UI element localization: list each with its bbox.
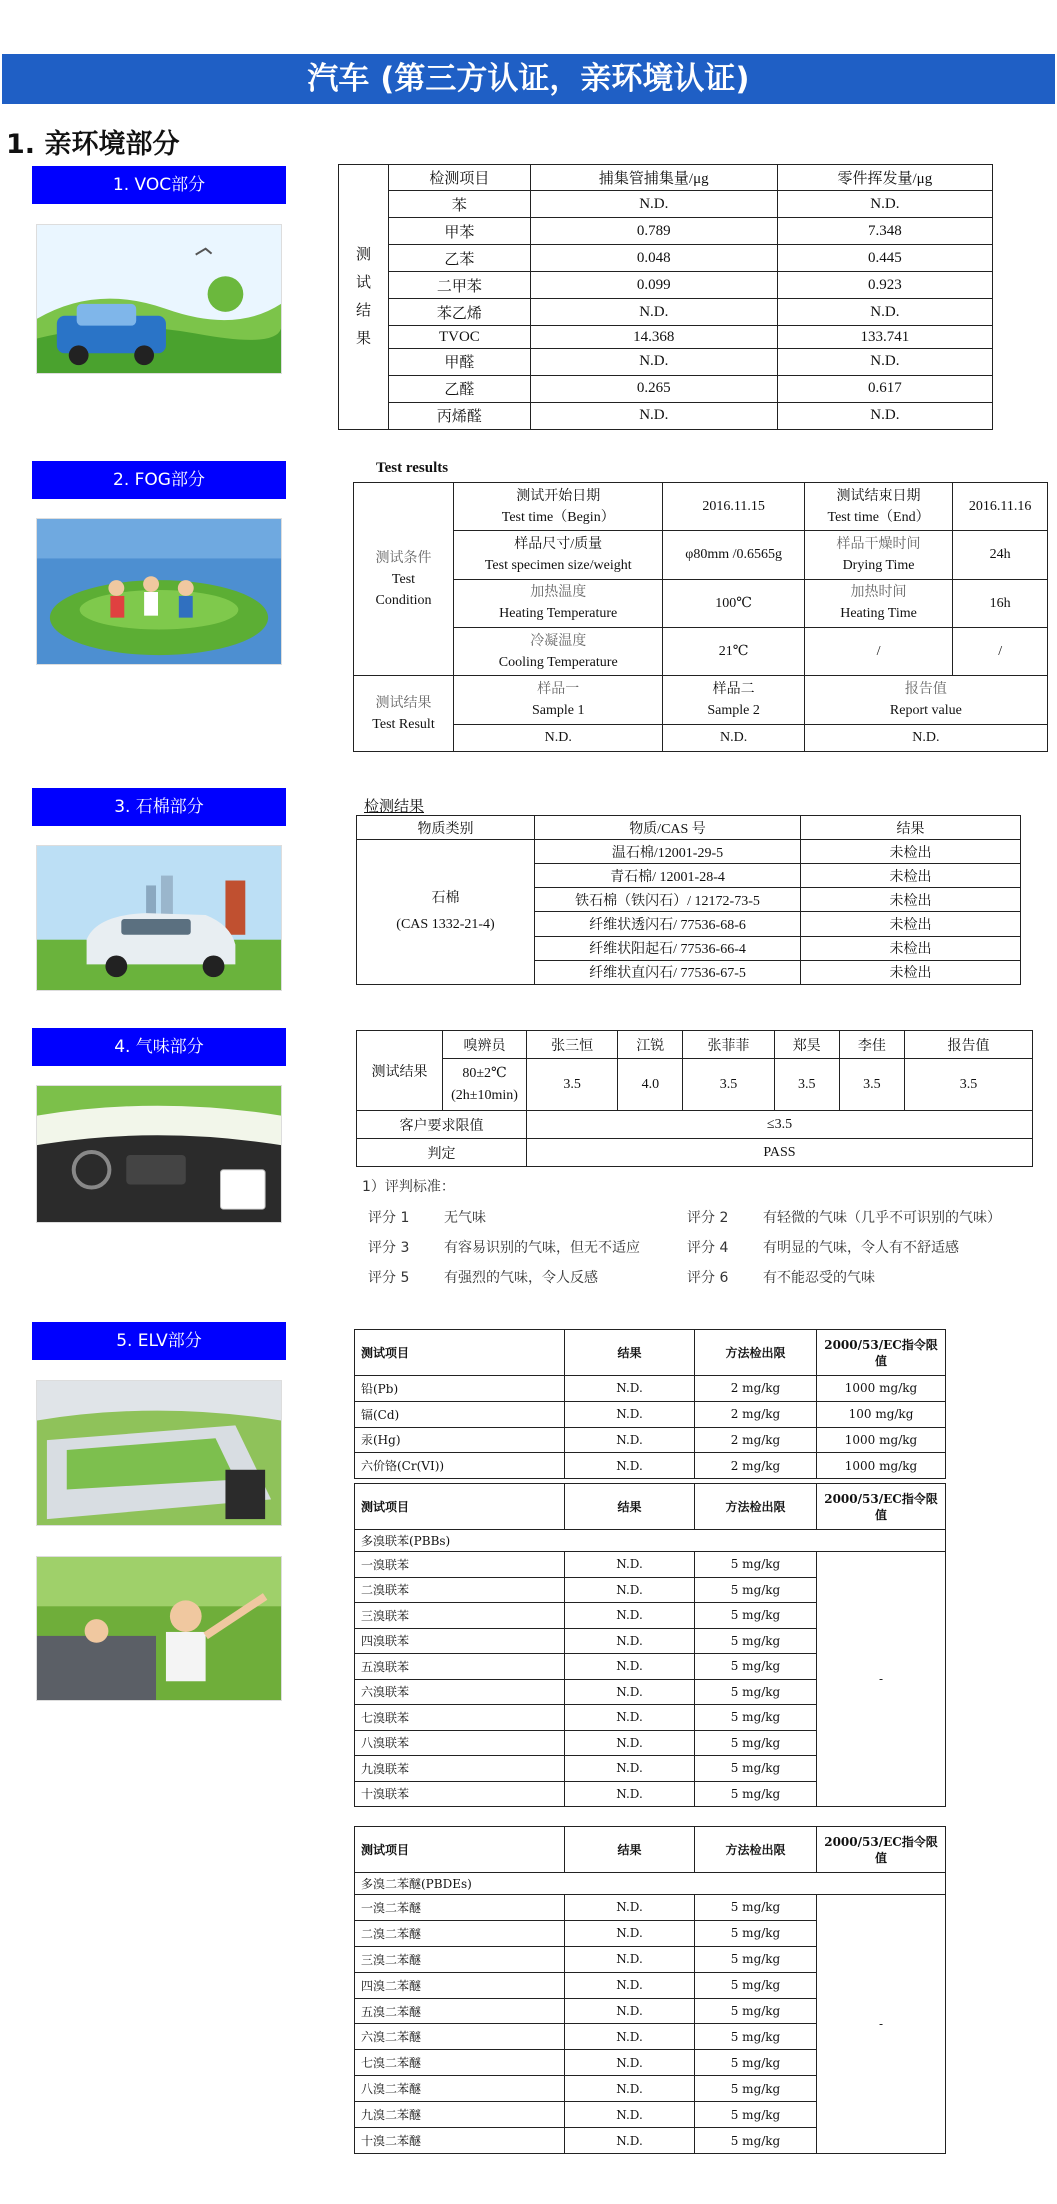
table-row: 丙烯醛 N.D. N.D. xyxy=(339,402,993,429)
elv-pbde-title: 多溴二苯醚(PBDEs) xyxy=(355,1873,946,1895)
odor-header: 报告值 xyxy=(905,1031,1033,1059)
asbestos-caption: 检测结果 xyxy=(364,799,425,815)
table-row: 八溴二苯醚 N.D. 5 mg/kg xyxy=(355,2076,946,2102)
odor-interior-illustration xyxy=(36,1085,282,1223)
fog-sample2-value: N.D. xyxy=(663,724,804,751)
table-row: 二溴二苯醚 N.D. 5 mg/kg xyxy=(355,1920,946,1946)
fog-size-value: φ80mm /0.6565g xyxy=(663,531,804,579)
odor-header: 张菲菲 xyxy=(683,1031,774,1059)
odor-header: 郑昊 xyxy=(774,1031,839,1059)
elv-driver-illustration xyxy=(36,1556,282,1701)
table-row: 镉(Cd) N.D. 2 mg/kg 100 mg/kg xyxy=(355,1401,946,1427)
fog-heat-time-value: 16h xyxy=(953,579,1048,627)
asbestos-header: 物质/CAS 号 xyxy=(535,816,801,840)
odor-criteria-item: 无气味 xyxy=(444,1210,486,1226)
elv-header: 测试项目 xyxy=(355,1484,565,1530)
odor-criteria-title: 1）评判标准： xyxy=(362,1179,455,1195)
fog-cool-slash: / xyxy=(953,627,1048,675)
table-row: 纤维状透闪石/ 77536-68-6 未检出 xyxy=(357,912,1021,936)
table-row: 青石棉/ 12001-28-4 未检出 xyxy=(357,864,1021,888)
odor-score: 3.5 xyxy=(839,1059,904,1111)
fog-heat-label: 加热温度 Heating Temperature xyxy=(454,579,663,627)
table-row: 六价铬(Cr(VI)) N.D. 2 mg/kg 1000 mg/kg xyxy=(355,1453,946,1479)
table-row: 苯 N.D. N.D. xyxy=(339,191,993,218)
table-row: 三溴二苯醚 N.D. 5 mg/kg xyxy=(355,1946,946,1972)
odor-criteria-item: 评分 6 xyxy=(687,1270,729,1286)
odor-table xyxy=(356,1030,1033,1167)
elv-pbb-title: 多溴联苯(PBBs) xyxy=(355,1530,946,1552)
voc-side-label: 测 试 结 果 xyxy=(339,165,389,430)
table-row: 六溴联苯 N.D. 5 mg/kg xyxy=(355,1679,946,1705)
odor-score: 3.5 xyxy=(683,1059,774,1111)
fog-start-value: 2016.11.15 xyxy=(663,483,804,531)
fog-dry-label: 样品干燥时间 Drying Time xyxy=(804,531,953,579)
odor-judge-label: 判定 xyxy=(357,1139,527,1167)
fog-table xyxy=(353,482,1048,752)
elv-pbb-table xyxy=(354,1483,946,1807)
odor-criteria-item: 有轻微的气味（几乎不可识别的气味） xyxy=(763,1210,1001,1226)
odor-limit-value: ≤3.5 xyxy=(527,1111,1033,1139)
fog-result-label: 测试结果 Test Result xyxy=(354,676,454,752)
fog-report-value: N.D. xyxy=(804,724,1047,751)
fog-sample1-value: N.D. xyxy=(454,724,663,751)
table-row: 九溴二苯醚 N.D. 5 mg/kg xyxy=(355,2102,946,2128)
table-row: 乙醛 0.265 0.617 xyxy=(339,375,993,402)
table-row: 一溴二苯醚 N.D. 5 mg/kg - xyxy=(355,1895,946,1921)
table-row: 四溴联苯 N.D. 5 mg/kg xyxy=(355,1628,946,1654)
fog-caption: Test results xyxy=(376,460,449,476)
table-row: 二甲苯 0.099 0.923 xyxy=(339,272,993,299)
elv-interior-illustration xyxy=(36,1380,282,1526)
fog-dry-value: 24h xyxy=(953,531,1048,579)
elv-header: 方法检出限 xyxy=(695,1330,817,1376)
table-row: 六溴二苯醚 N.D. 5 mg/kg xyxy=(355,2024,946,2050)
fog-cool-label: 冷凝温度 Cooling Temperature xyxy=(454,627,663,675)
table-row: 五溴二苯醚 N.D. 5 mg/kg xyxy=(355,1998,946,2024)
elv-pbde-table xyxy=(354,1826,946,2154)
table-row: 甲苯 0.789 7.348 xyxy=(339,218,993,245)
fog-heat-value: 100℃ xyxy=(663,579,804,627)
fog-cool-slash: / xyxy=(804,627,953,675)
asbestos-category: 石棉 (CAS 1332-21-4) xyxy=(357,840,535,985)
table-row: 十溴联苯 N.D. 5 mg/kg xyxy=(355,1781,946,1807)
fog-condition-label: 测试条件 Test Condition xyxy=(354,483,454,676)
fog-cool-value: 21℃ xyxy=(663,627,804,675)
table-row: 苯乙烯 N.D. N.D. xyxy=(339,299,993,326)
elv-header: 结果 xyxy=(565,1484,695,1530)
odor-report-value: 3.5 xyxy=(905,1059,1033,1111)
table-row: 一溴联苯 N.D. 5 mg/kg - xyxy=(355,1552,946,1578)
odor-condition: 80±2℃ (2h±10min) xyxy=(443,1059,527,1111)
table-row: 铁石棉（铁闪石）/ 12172-73-5 未检出 xyxy=(357,888,1021,912)
table-row: 八溴联苯 N.D. 5 mg/kg xyxy=(355,1730,946,1756)
table-row: 纤维状阳起石/ 77536-66-4 未检出 xyxy=(357,936,1021,960)
label-odor: 4. 气味部分 xyxy=(32,1028,286,1066)
label-voc: 1. VOC部分 xyxy=(32,166,286,204)
odor-header: 李佳 xyxy=(839,1031,904,1059)
section-title: 1. 亲环境部分 xyxy=(6,129,180,160)
page-banner: 汽车 (第三方认证，亲环境认证) xyxy=(2,54,1055,104)
odor-criteria-item: 有容易识别的气味，但无不适应 xyxy=(444,1240,640,1256)
odor-limit-label: 客户要求限值 xyxy=(357,1111,527,1139)
elv-header: 2000/53/EC指令限值 xyxy=(817,1484,946,1530)
elv-header: 测试项目 xyxy=(355,1330,565,1376)
table-row: 三溴联苯 N.D. 5 mg/kg xyxy=(355,1603,946,1629)
elv-header: 测试项目 xyxy=(355,1827,565,1873)
table-row: 甲醛 N.D. N.D. xyxy=(339,348,993,375)
fog-sample1-label: 样品一 Sample 1 xyxy=(454,676,663,724)
asbestos-header: 物质类别 xyxy=(357,816,535,840)
table-row: 铅(Pb) N.D. 2 mg/kg 1000 mg/kg xyxy=(355,1376,946,1402)
fog-leaf-illustration xyxy=(36,518,282,665)
table-row: 九溴联苯 N.D. 5 mg/kg xyxy=(355,1756,946,1782)
fog-start-label: 测试开始日期 Test time（Begin） xyxy=(454,483,663,531)
table-row: 二溴联苯 N.D. 5 mg/kg xyxy=(355,1577,946,1603)
odor-header: 江锐 xyxy=(618,1031,683,1059)
asbestos-car-illustration xyxy=(36,845,282,991)
asbestos-table xyxy=(356,815,1021,985)
elv-pbb-limit: - xyxy=(817,1552,946,1807)
odor-header: 嗅辨员 xyxy=(443,1031,527,1059)
odor-criteria-item: 评分 3 xyxy=(368,1240,410,1256)
table-row: 四溴二苯醚 N.D. 5 mg/kg xyxy=(355,1972,946,1998)
odor-criteria-item: 有不能忍受的气味 xyxy=(763,1270,875,1286)
table-row: 石棉 (CAS 1332-21-4) 温石棉/12001-29-5 未检出 xyxy=(357,840,1021,864)
table-row: 七溴二苯醚 N.D. 5 mg/kg xyxy=(355,2050,946,2076)
odor-score: 4.0 xyxy=(618,1059,683,1111)
odor-criteria-item: 评分 1 xyxy=(368,1210,410,1226)
odor-criteria-item: 评分 5 xyxy=(368,1270,410,1286)
label-fog: 2. FOG部分 xyxy=(32,461,286,499)
table-row: TVOC 14.368 133.741 xyxy=(339,326,993,348)
odor-criteria-item: 有强烈的气味，令人反感 xyxy=(444,1270,598,1286)
elv-header: 2000/53/EC指令限值 xyxy=(817,1827,946,1873)
elv-header: 结果 xyxy=(565,1330,695,1376)
elv-header: 方法检出限 xyxy=(695,1827,817,1873)
elv-header: 2000/53/EC指令限值 xyxy=(817,1330,946,1376)
table-row: 汞(Hg) N.D. 2 mg/kg 1000 mg/kg xyxy=(355,1427,946,1453)
fog-end-label: 测试结束日期 Test time（End） xyxy=(804,483,953,531)
odor-criteria-item: 评分 4 xyxy=(687,1240,729,1256)
odor-criteria-item: 评分 2 xyxy=(687,1210,729,1226)
voc-car-illustration xyxy=(36,224,282,374)
fog-report-label: 报告值 Report value xyxy=(804,676,1047,724)
odor-result-label: 测试结果 xyxy=(357,1031,443,1111)
voc-header: 捕集管捕集量/μg xyxy=(530,165,777,191)
table-row: 十溴二苯醚 N.D. 5 mg/kg xyxy=(355,2128,946,2154)
table-row: 纤维状直闪石/ 77536-67-5 未检出 xyxy=(357,960,1021,984)
odor-criteria-item: 有明显的气味，令人有不舒适感 xyxy=(763,1240,959,1256)
asbestos-header: 结果 xyxy=(801,816,1021,840)
odor-judge-value: PASS xyxy=(527,1139,1033,1167)
odor-header: 张三恒 xyxy=(527,1031,618,1059)
odor-score: 3.5 xyxy=(774,1059,839,1111)
label-asbestos: 3. 石棉部分 xyxy=(32,788,286,826)
fog-heat-time-label: 加热时间 Heating Time xyxy=(804,579,953,627)
voc-table xyxy=(338,164,993,430)
elv-header: 结果 xyxy=(565,1827,695,1873)
elv-header: 方法检出限 xyxy=(695,1484,817,1530)
table-row: 乙苯 0.048 0.445 xyxy=(339,245,993,272)
table-row: 五溴联苯 N.D. 5 mg/kg xyxy=(355,1654,946,1680)
fog-size-label: 样品尺寸/质量 Test specimen size/weight xyxy=(454,531,663,579)
table-row: 七溴联苯 N.D. 5 mg/kg xyxy=(355,1705,946,1731)
elv-pbde-limit: - xyxy=(817,1895,946,2154)
fog-end-value: 2016.11.16 xyxy=(953,483,1048,531)
voc-header: 检测项目 xyxy=(389,165,531,191)
odor-score: 3.5 xyxy=(527,1059,618,1111)
voc-header: 零件挥发量/μg xyxy=(777,165,992,191)
fog-sample2-label: 样品二 Sample 2 xyxy=(663,676,804,724)
elv-metals-table xyxy=(354,1329,946,1479)
label-elv: 5. ELV部分 xyxy=(32,1322,286,1360)
